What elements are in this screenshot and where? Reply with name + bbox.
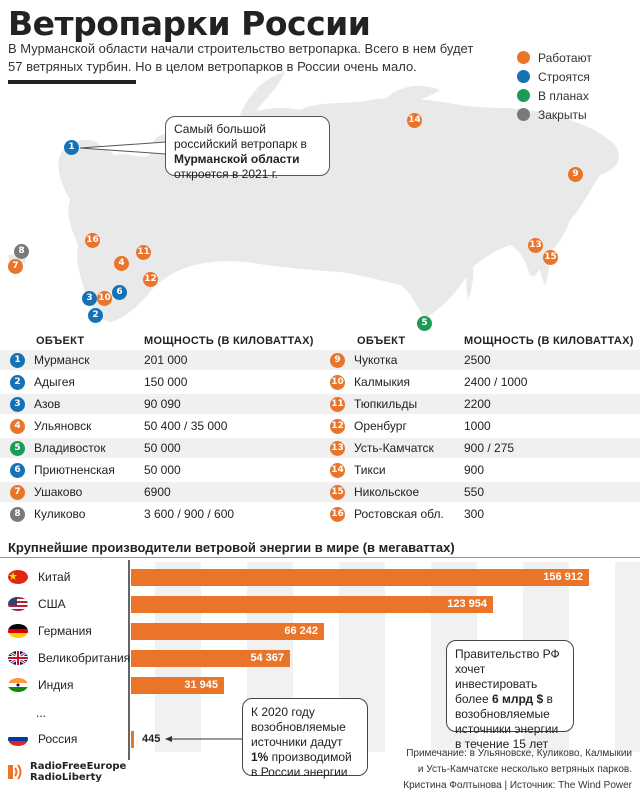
table-row: 14 Тикси 900 — [331, 463, 485, 477]
murmansk-callout: Самый большой российский ветропарк в Мурманской области откроется в 2021 г. — [165, 116, 330, 176]
country-row-russia: Россия — [0, 726, 77, 752]
table-header-object-left: ОБЪЕКТ — [36, 335, 85, 347]
footnote: Примечание: в Ульяновске, Куликово, Калмыкии и Усть-Камчатске несколько ветряных парков. Кристина Фолтынова | Источник: The Wind Power — [403, 748, 632, 791]
uk-flag-icon — [8, 651, 28, 665]
page-subtitle: В Мурманской области начали строительство ветропарка. Всего в нем будет 57 ветряных турбин. Но в целом ветропарков в России очень мало. — [8, 41, 474, 74]
map-marker-7: 7 — [8, 259, 23, 274]
table-row: 8 Куликово 3 600 / 900 / 600 — [10, 504, 144, 524]
rferl-logo: RadioFreeEurope RadioLiberty — [8, 761, 126, 783]
table-row: 10 Калмыкия 2400 / 1000 — [331, 375, 528, 389]
renewables-2020-box: К 2020 году возобновляемые источники дадут 1% производимой в России энергии — [242, 698, 368, 776]
blue-dot-icon — [517, 70, 530, 83]
bar-india: 31 945 — [131, 677, 224, 694]
russia-landmass — [58, 98, 619, 322]
map-marker-5: 5 — [417, 316, 432, 331]
germany-flag-icon — [8, 624, 28, 638]
table-header-object-right: ОБЪЕКТ — [357, 335, 406, 347]
table-row: 1 Мурманск 201 000 — [10, 350, 144, 370]
india-flag-icon — [8, 678, 28, 692]
bar-germany: 66 242 — [131, 623, 324, 640]
legend-item-building — [517, 67, 592, 86]
map-marker-14: 14 — [407, 113, 422, 128]
map-marker-11: 11 — [136, 245, 151, 260]
country-row-china: Китай — [0, 564, 70, 590]
country-row-usa: США — [0, 591, 66, 617]
bar-uk: 54 367 — [131, 650, 290, 667]
green-dot-icon — [517, 89, 530, 102]
page-title: Ветропарки России — [8, 4, 371, 43]
table-row: 16 Ростовская обл. 300 — [331, 507, 485, 521]
map-marker-6: 6 — [112, 285, 127, 300]
bar-russia — [131, 731, 134, 748]
usa-flag-icon — [8, 597, 28, 611]
bar-usa: 123 954 — [131, 596, 493, 613]
table-row: 2 Адыгея 150 000 — [10, 372, 144, 392]
map-marker-8: 8 — [14, 244, 29, 259]
map-marker-13: 13 — [528, 238, 543, 253]
bar-china: 156 912 — [131, 569, 589, 586]
map-marker-4: 4 — [114, 256, 129, 271]
ellipsis-row: ... — [36, 706, 47, 720]
legend-label: Закрыты — [538, 107, 587, 122]
table-row: 12 Оренбург 1000 — [331, 419, 491, 433]
producers-title: Крупнейшие производители ветровой энергии в мире (в мегаваттах) — [8, 540, 455, 555]
map-marker-15: 15 — [543, 250, 558, 265]
orange-dot-icon — [517, 51, 530, 64]
table-row: 9 Чукотка 2500 — [330, 350, 464, 370]
map-marker-2: 2 — [88, 308, 103, 323]
table-header-power-right: МОЩНОСТЬ (В КИЛОВАТТАХ) — [464, 335, 634, 347]
radio-waves-icon — [8, 762, 26, 782]
table-row: 4 Ульяновск 50 400 / 35 000 — [10, 416, 144, 436]
legend-item-planned — [517, 86, 592, 105]
table-header-power-left: МОЩНОСТЬ (В КИЛОВАТТАХ) — [144, 335, 314, 347]
table-row: 15 Никольское 550 — [331, 485, 485, 499]
table-row: 7 Ушаково 6900 — [10, 482, 144, 502]
country-row-germany: Германия — [0, 618, 92, 644]
country-row-uk: Великобритания — [0, 645, 130, 671]
map-marker-9: 9 — [568, 167, 583, 182]
country-row-india: Индия — [0, 672, 73, 698]
legend-item-closed — [517, 105, 592, 124]
map-marker-1: 1 — [64, 140, 79, 155]
table-row: 5 Владивосток 50 000 — [10, 438, 144, 458]
section-divider — [0, 557, 640, 558]
investment-box: Правительство РФ хочет инвестировать более 6 млрд $ в возобновляемые источники энергии в течение 15 лет — [446, 640, 574, 732]
bar-russia-label: 445 — [142, 733, 161, 745]
legend-label: Строятся — [538, 69, 590, 84]
russia-flag-icon — [8, 732, 28, 746]
china-flag-icon — [8, 570, 28, 584]
table-row: 6 Приютненская 50 000 — [10, 460, 144, 480]
table-row: 13 Усть-Камчатск 900 / 275 — [331, 441, 515, 455]
callout-pointer — [80, 140, 170, 160]
legend-label: В планах — [538, 88, 589, 103]
gray-dot-icon — [517, 108, 530, 121]
map-marker-16: 16 — [85, 233, 100, 248]
map-legend — [517, 48, 592, 124]
table-row: 11 Тюпкильды 2200 — [331, 397, 491, 411]
map-marker-10: 10 — [97, 291, 112, 306]
map-marker-3: 3 — [82, 291, 97, 306]
map-marker-12: 12 — [143, 272, 158, 287]
arrow-icon — [165, 733, 245, 745]
legend-item-operating — [517, 48, 592, 67]
legend-label: Работают — [538, 50, 592, 65]
table-row: 3 Азов 90 090 — [10, 394, 144, 414]
grid-stripe — [615, 562, 640, 752]
